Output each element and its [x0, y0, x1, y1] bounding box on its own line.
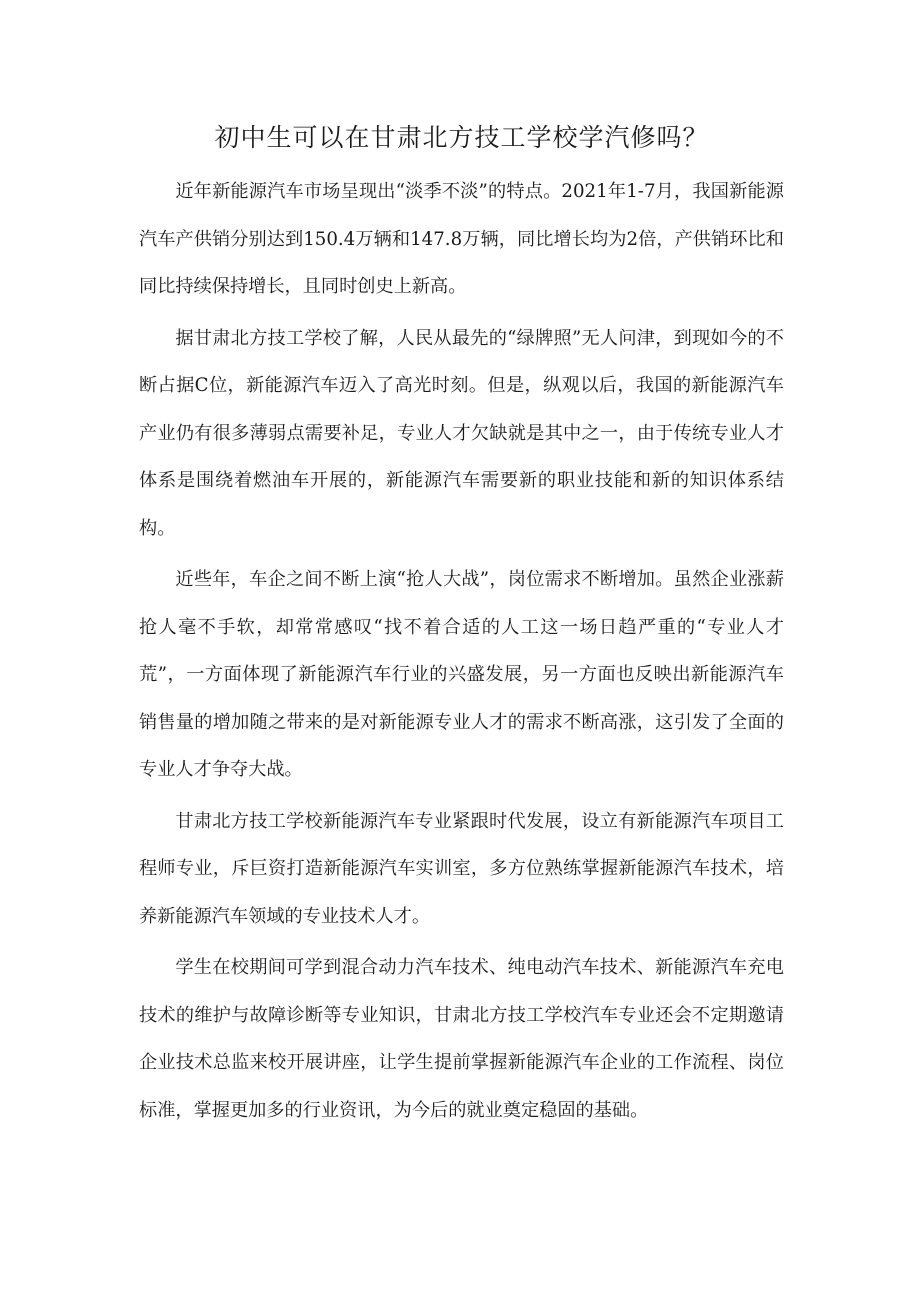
paragraph-5: 学生在校期间可学到混合动力汽车技术、纯电动汽车技术、新能源汽车充电技术的维护与故障诊断等专业知识，甘肃北方技工学校汽车专业还会不定期邀请企业技术总监来校开展讲座，让学生提前掌握新能源汽车企业的工作流程、岗位标准，掌握更加多的行业资讯，为今后的就业奠定稳固的基础。 — [139, 957, 784, 1121]
paragraph-3: 近些年，车企之间不断上演“抢人大战”，岗位需求不断增加。虽然企业涨薪抢人毫不手软，却常常感叹“找不着合适的人工这一场日趋严重的“专业人才荒”，一方面体现了新能源汽车行业的兴盛发展，另一方面也反映出新能源汽车销售量的增加随之带来的是对新能源专业人才的需求不断高涨，这引发了全面的专业人才争夺大战。 — [139, 569, 784, 780]
paragraph-1: 近年新能源汽车市场呈现出“淡季不淡”的特点。2021年1-7月，我国新能源汽车产供销分别达到150.4万辆和147.8万辆，同比增长均为2倍，产供销环比和同比持续保持增长，且同时创史上新高。 — [139, 181, 784, 297]
document-title: 初中生可以在甘肃北方技工学校学汽修吗？ — [214, 123, 709, 152]
paragraph-4: 甘肃北方技工学校新能源汽车专业紧跟时代发展，设立有新能源汽车项目工程师专业，斥巨资打造新能源汽车实训室，多方位熟练掌握新能源汽车技术，培养新能源汽车领域的专业技术人才。 — [139, 810, 784, 927]
document-page — [139, 118, 784, 1138]
paragraph-2: 据甘肃北方技工学校了解，人民从最先的“绿牌照”无人问津，到现如今的不断占据C位，新能源汽车迈入了高光时刻。但是，纵观以后，我国的新能源汽车产业仍有很多薄弱点需要补足，专业人才欠缺就是其中之一，由于传统专业人才体系是围绕着燃油车开展的，新能源汽车需要新的职业技能和新的知识体系结构。 — [139, 327, 784, 539]
